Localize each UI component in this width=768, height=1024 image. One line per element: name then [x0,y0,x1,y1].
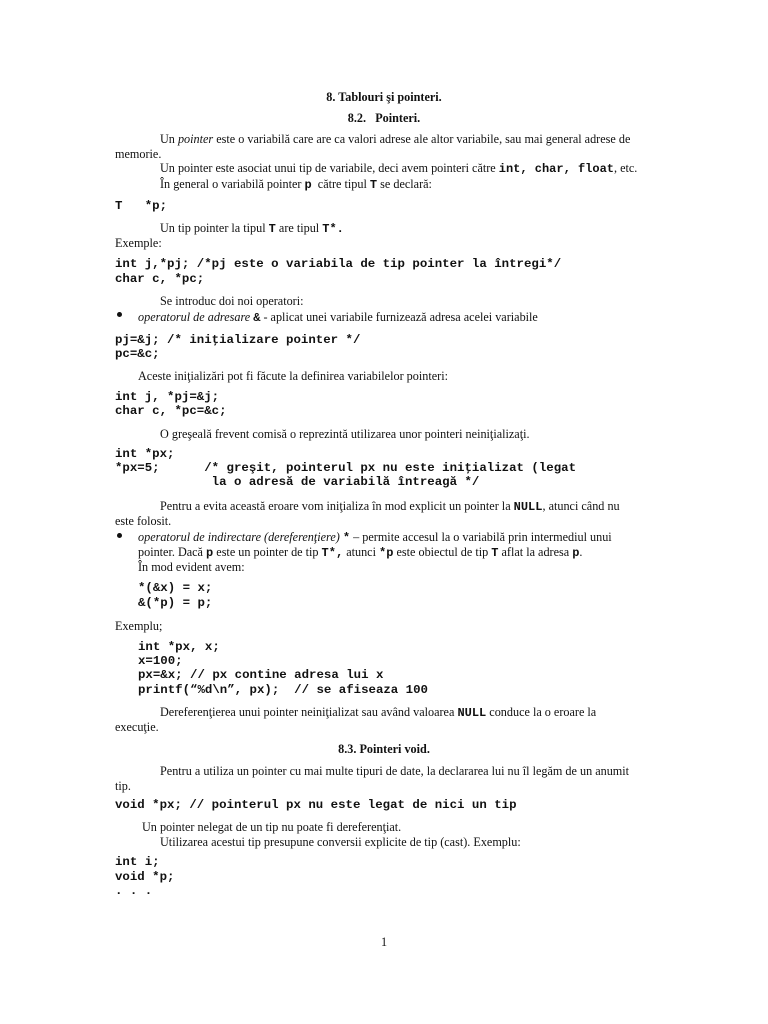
page-number: 1 [380,935,388,949]
code-line: printf(“%d\n”, px); // se afiseaza 100 [138,683,428,697]
code-line: int i; [115,855,160,869]
bullet-indirection-operator: operatorul de indirectare (dereferenţiere) * – permite accesul la o variabilă prin intermediul unui [138,530,612,545]
bullet-icon [117,312,122,317]
bullet-indirection-operator-cont: În mod evident avem: [138,560,245,574]
paragraph-null-init: Pentru a evita această eroare vom iniţializa în mod explicit un pointer la NULL, atunci când nu [160,499,620,514]
section-heading-8-2: 8.2. Pointeri. [347,111,421,125]
bullet-icon [117,533,122,538]
code-line: int j,*pj; /*pj este o variabila de tip pointer la întregi*/ [115,257,562,271]
paragraph-pointer-definition: Un pointer este o variabilă care are ca valori adrese ale altor variabile, sau mai general adrese de [160,132,631,146]
code-line: *px=5; /* greşit, pointerul px nu este iniţializat (legat [115,461,577,475]
code-line: pj=&j; /* iniţializare pointer */ [115,333,361,347]
code-line: px=&x; // px contine adresa lui x [138,668,384,682]
code-line: int j, *pj=&j; [115,390,220,404]
paragraph-common-error: O greşeală frevent comisă o reprezintă utilizarea unor pointeri neiniţializaţi. [160,427,530,441]
code-line: pc=&c; [115,347,160,361]
code-line: char c, *pc; [115,272,205,286]
paragraph-void-intro-cont: tip. [115,779,131,793]
label-exemple: Exemple: [115,236,162,250]
paragraph-pointer-types: Un pointer este asociat unui tip de variabile, deci avem pointeri către int, char, float, etc. [160,161,638,176]
code-declaration: T *p; [115,199,168,213]
label-exemplu: Exemplu; [115,619,163,633]
paragraph-initialization: Aceste iniţializări pot fi făcute la definirea variabilelor pointeri: [138,369,448,383]
code-line: &(*p) = p; [138,596,213,610]
code-line: int *px; [115,447,175,461]
paragraph-pointer-definition-cont: memorie. [115,147,162,161]
code-line: char c, *pc=&c; [115,404,227,418]
code-line: void *px; // pointerul px nu este legat de nici un tip [115,798,517,812]
paragraph-null-init-cont: este folosit. [115,514,172,528]
paragraph-operators-intro: Se introduc doi noi operatori: [160,294,304,308]
code-line: *(&x) = x; [138,581,213,595]
paragraph-pointer-type: Un tip pointer la tipul T are tipul T*. [160,221,344,236]
paragraph-void-deref: Un pointer nelegat de un tip nu poate fi dereferenţiat. [142,820,402,834]
paragraph-void-cast: Utilizarea acestui tip presupune conversii explicite de tip (cast). Exemplu: [160,835,521,849]
paragraph-dereference-error: Dereferenţierea unui pointer neiniţializat sau având valoarea NULL conduce la o eroare la [160,705,597,720]
paragraph-void-intro: Pentru a utiliza un pointer cu mai multe tipuri de date, la declararea lui nu îl legăm de un anumit [160,764,630,778]
code-line: la o adresă de variabilă întreagă */ [115,475,480,489]
paragraph-dereference-error-cont: execuţie. [115,720,159,734]
bullet-address-operator: operatorul de adresare & - aplicat unei variabile furnizează adresa acelei variabile [138,310,538,325]
document-title: 8. Tablouri şi pointeri. [326,90,442,104]
code-line: void *p; [115,870,175,884]
paragraph-declaration: În general o variabilă pointer p către tipul T se declară: [160,177,432,192]
section-heading-8-3: 8.3. Pointeri void. [338,742,430,756]
code-line: int *px, x; [138,640,220,654]
code-line: x=100; [138,654,183,668]
code-line: . . . [115,884,153,898]
bullet-indirection-operator-cont: pointer. Dacă p este un pointer de tip T*, atunci *p este obiectul de tip T aflat la adresa p. [138,545,583,560]
